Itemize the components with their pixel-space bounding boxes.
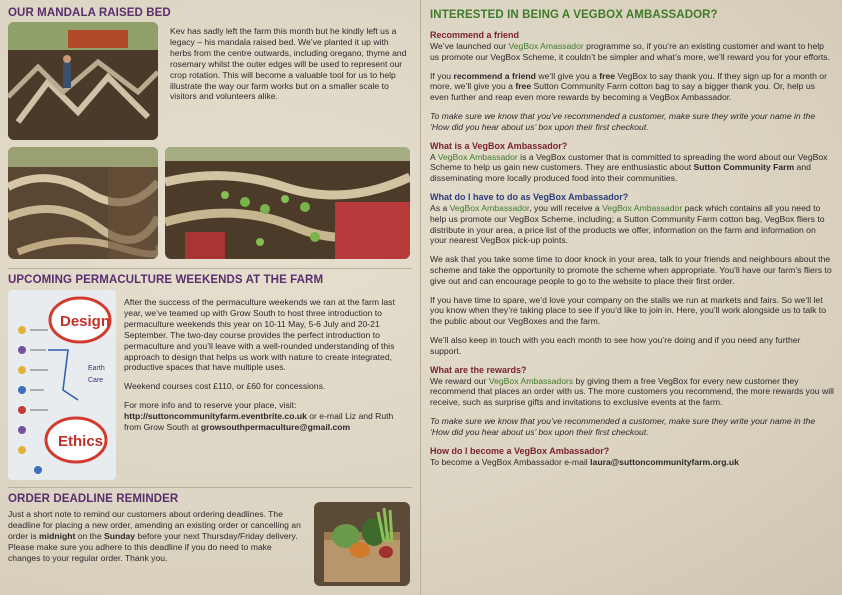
- vegbox-amassador-term: VegBox Amassador: [508, 41, 584, 51]
- permaculture-contact: [124, 400, 412, 433]
- board-ethics-text: Ethics: [58, 433, 104, 450]
- vegbox-ambassadors-term: VegBox Ambassadors: [488, 375, 574, 386]
- mandala-title: OUR MANDALA RAISED BED: [8, 7, 171, 19]
- d1b: , you will receive a: [529, 202, 603, 213]
- rw1a: We reward our: [430, 375, 489, 386]
- what-para: [430, 152, 834, 184]
- rw1b: by giving them a free VegBox for every new customer they recommend that places an order with us. The more customers you recommend, the more rewards you will receive, such as surprise gifts and invitations to exclusive events at the farm.: [430, 375, 834, 408]
- recommend-para-2: [430, 71, 834, 103]
- w1b: is a VegBox customer that is committed to spreading the word about our VegBox Scheme to help us gain new customers. They are enthusiastic about: [430, 151, 828, 173]
- permaculture-intro: After the success of the permaculture weekends we ran at the farm last year, we’ve teamed up with Grow South to host three introduction to permaculture weekends this year on 10-11 May, 5-6 July and 20-21 September. The two-day course provides the perfect introduction to permaculture and you’ll leave with a well-rounded understanding of this approach to design that helps us work with nature to create integrated, productive spaces that have multiple uses.: [124, 297, 395, 373]
- w1a: A: [430, 151, 438, 162]
- r2b: recommend a friend: [453, 70, 536, 81]
- do-para-2: We ask that you take some time to door knock in your area, talk to your friends and neighbours about the scheme and take the opportunity to promote the scheme when appropriate. You’ll have our farm’s fliers to give out and can encourage people to go to the website to place their first order.: [430, 254, 832, 286]
- become-para: [430, 457, 834, 468]
- d1a: As a: [430, 202, 450, 213]
- r1b: programme so, if you’re an existing customer and want to help us promote our VegBox Scheme, it couldn’t be simpler and what’s more, we’ll reward you for your efforts.: [430, 41, 830, 62]
- permaculture-contact-mid: or e-mail Liz and Ruth from Grow South at: [124, 411, 394, 433]
- r2a: If you: [430, 70, 454, 81]
- deadline-text-1: Just a short note to remind our customers about ordering deadlines. The deadline for placing a new order, amending an existing order or cancelling an order is: [8, 509, 301, 541]
- board-design-text: Design: [60, 313, 111, 330]
- growsouth-email-link[interactable]: growsouthpermaculture@gmail.com: [200, 422, 351, 433]
- r2d: free: [599, 70, 616, 81]
- w1d: and disseminating more locally produced food into their communities.: [430, 162, 811, 184]
- deadline-sunday: Sunday: [104, 530, 136, 541]
- r2e: VegBox to say thank you. If they sign up for a month or more, we’ll give you a: [430, 70, 827, 92]
- vegbox-ambassador-term: VegBox Ambassador: [437, 151, 518, 162]
- eventbrite-link[interactable]: http://suttoncommunityfarm.eventbrite.co.uk: [124, 411, 307, 422]
- permaculture-title: UPCOMING PERMACULTURE WEEKENDS AT THE FARM: [8, 274, 324, 286]
- vegbox-ambassador-term: VegBox Ambassador: [449, 202, 530, 213]
- become-heading: How do I become a VegBox Ambassador?: [430, 445, 610, 456]
- deadline-text-2: on the: [75, 530, 104, 541]
- r1a: We’ve launched our: [430, 41, 509, 51]
- rewards-note: To make sure we know that you’ve recommended a customer, make sure they write your name in the ‘How did you hear about us’ box upon their first checkout.: [430, 415, 816, 437]
- mandala-photo-2: [8, 147, 158, 259]
- ambassador-body: [430, 30, 834, 467]
- recommend-note: To make sure we know that you’ve recommended a customer, make sure they write your name in the ‘How did you hear about us’ box upon their first checkout.: [430, 110, 816, 132]
- deadline-body: [8, 509, 304, 564]
- mandala-body: Kev has sadly left the farm this month but he kindly left us a legacy – his mandala raised bed. We’ve planted it up with herbs from the centre outwards, including oregano, thyme and rosemary whilst the outer edges will be used to represent our crop rotation. This will become a valuable tool for us to help illustrate the way our farm works but on a smaller scale to visitors and volunteers alike.: [170, 26, 407, 102]
- d1c: pack which contains all you need to help us promote our VegBox Scheme, including; a Sutton Community Farm cotton bag, VegBox fliers to distribute in your area, a price list of the products we offer, information on the farm and information on your nearest VegBox pick-up points.: [430, 202, 825, 246]
- ambassador-title: INTERESTED IN BEING A VEGBOX AMBASSADOR?: [430, 9, 718, 21]
- deadline-title: ORDER DEADLINE REMINDER: [8, 493, 179, 505]
- vegbox-photo: [314, 502, 410, 586]
- recommend-heading: Recommend a friend: [430, 30, 520, 40]
- board-earth-text: Earth: [88, 365, 105, 372]
- recommend-para-1: [430, 41, 834, 63]
- w1c: Sutton Community Farm: [693, 162, 795, 173]
- design-ethics-board-photo: [8, 290, 116, 480]
- vegbox-ambassador-term: VegBox Ambassador: [602, 202, 683, 213]
- what-heading: What is a VegBox Ambassador?: [430, 140, 568, 151]
- rewards-para: [430, 376, 834, 408]
- become-text: To become a VegBox Ambassador e-mail: [430, 456, 591, 467]
- do-para-4: We’ll also keep in touch with you each month to see how you’re doing and if you need any further support.: [430, 334, 801, 356]
- section-divider: [8, 487, 412, 488]
- mandala-photo-3: [165, 147, 410, 259]
- permaculture-contact-lead: For more info and to reserve your place, visit:: [124, 400, 297, 411]
- do-para-1: [430, 203, 834, 246]
- permaculture-body: [124, 297, 412, 433]
- permaculture-price: Weekend courses cost £110, or £60 for concessions.: [124, 381, 326, 392]
- rewards-heading: What are the rewards?: [430, 364, 527, 375]
- deadline-midnight: midnight: [39, 530, 76, 541]
- r2c: we’ll give you a: [535, 70, 600, 81]
- do-heading: What do I have to do as VegBox Ambassador?: [430, 191, 629, 202]
- mandala-photo-1: [8, 22, 158, 140]
- column-divider: [420, 0, 421, 595]
- deadline-text-3: before your next Thursday/Friday delivery. Please make sure you adhere to this deadline if you do need to make changes to your regular order. Thank you.: [8, 530, 298, 563]
- laura-email-link[interactable]: laura@suttoncommunityfarm.org.uk: [590, 456, 739, 467]
- section-divider: [8, 268, 412, 269]
- board-care-text: Care: [88, 377, 104, 384]
- r2f: free: [515, 81, 532, 92]
- do-para-3: If you have time to spare, we’d love your company on the stalls we run at markets and fairs. So we’ll let you know when they’re taking place to see if you’d like to join in. Here, you’ll work alongside us to talk to the public about our VegBoxes and the farm.: [430, 294, 827, 327]
- r2g: Sutton Community Farm cotton bag to say a bigger thank you. Or, help us even further and reap even more rewards by becoming a VegBox Ambassador.: [430, 81, 815, 103]
